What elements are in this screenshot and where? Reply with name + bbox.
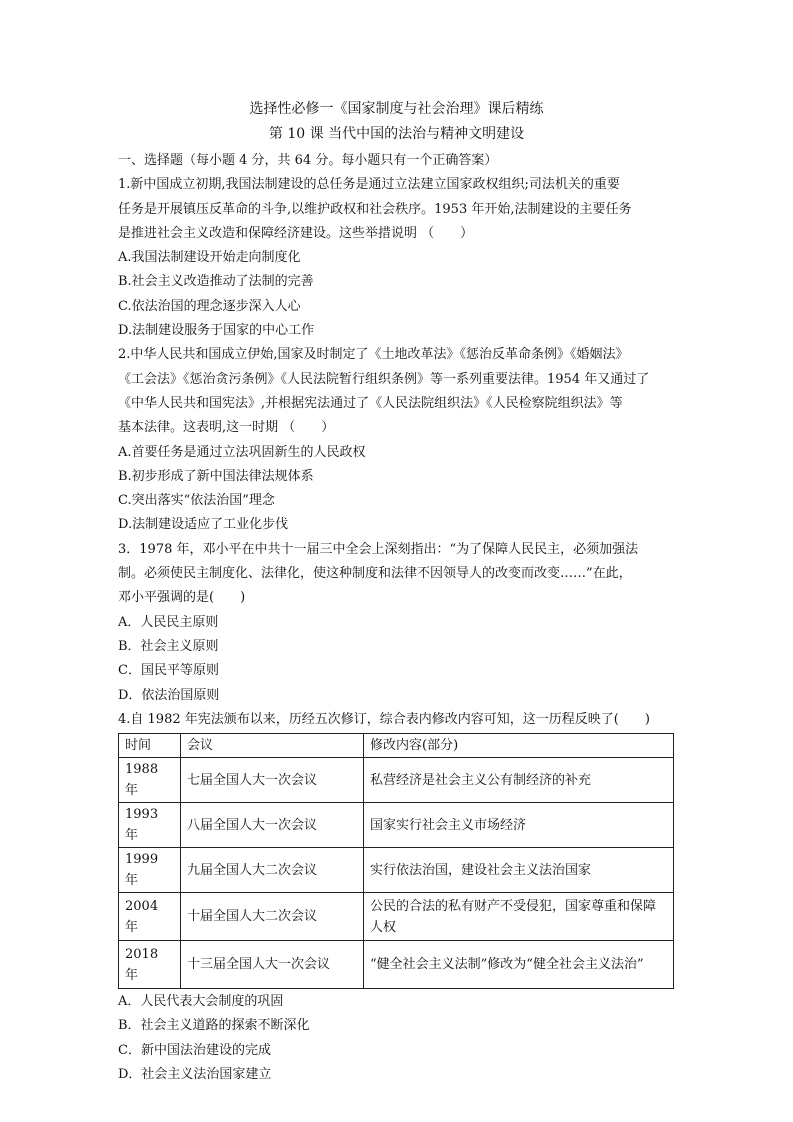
table-row [119, 893, 674, 941]
table-cell-content: 实行依法治国，建设社会主义法治国家 [364, 848, 674, 893]
question-2 [118, 343, 678, 537]
question-text-line: 1.新中国成立初期,我国法制建设的总任务是通过立法建立国家政权组织;司法机关的重要 [118, 177, 620, 193]
question-text-line: 任务是开展镇压反革命的斗争,以维护政权和社会秩序。1953 年开始,法制建设的主要任务 [118, 201, 632, 217]
table-cell-year: 1999 年 [119, 848, 181, 893]
table-row [119, 803, 674, 848]
amendment-table [118, 733, 674, 989]
question-text-line: 《工会法》《惩治贪污条例》《人民法院暂行组织条例》等一系列重要法律。1954 年又通过了 [118, 371, 650, 387]
option-a: A．人民民主原则 [118, 614, 219, 630]
option-d: D．依法治国原则 [118, 687, 220, 703]
lesson-subtitle: 第 10 课 当代中国的法治与精神文明建设 [268, 126, 525, 142]
option-b: B．社会主义道路的探索不断深化 [118, 1018, 310, 1034]
question-text-line: 邓小平强调的是( ) [118, 590, 246, 606]
question-text-line: 基本法律。这表明,这一时期 （ ） [118, 420, 335, 436]
question-text-line: 2.中华人民共和国成立伊始,国家及时制定了《土地改革法》《惩治反革命条例》《婚姻法》 [118, 347, 629, 363]
option-c: C.突出落实“依法治国”理念 [118, 493, 275, 509]
table-cell-year: 2018 年 [119, 941, 181, 989]
table-cell-meeting: 十三届全国人大一次会议 [181, 941, 364, 989]
option-a: A.我国法制建设开始走向制度化 [118, 250, 301, 266]
table-cell-meeting: 九届全国人大二次会议 [181, 848, 364, 893]
option-c: C．国民平等原则 [118, 663, 219, 679]
option-c: C.依法治国的理念逐步深入人心 [118, 298, 301, 314]
option-d: D.法制建设服务于国家的中心工作 [118, 323, 315, 339]
option-a: A．人民代表大会制度的巩固 [118, 994, 284, 1010]
question-3 [118, 538, 678, 708]
option-c: C．新中国法治建设的完成 [118, 1042, 271, 1058]
option-b: B.初步形成了新中国法律法规体系 [118, 468, 314, 484]
document-title: 选择性必修一《国家制度与社会治理》课后精练 [249, 101, 544, 117]
table-cell-year: 1993 年 [119, 803, 181, 848]
question-text-line: 制。必须使民主制度化、法律化，使这种制度和法律不因领导人的改变而改变……”在此， [118, 566, 632, 582]
option-d: D.法制建设适应了工业化步伐 [118, 517, 289, 533]
question-text-line: 3．1978 年，邓小平在中共十一届三中全会上深刻指出：“为了保障人民民主，必须加强法 [118, 541, 639, 557]
table-header-cell: 会议 [181, 734, 364, 758]
table-row [119, 758, 674, 803]
question-content [118, 149, 678, 1087]
table-header-row [119, 734, 674, 758]
table-cell-meeting: 十届全国人大二次会议 [181, 893, 364, 941]
table-header-cell: 修改内容(部分) [364, 734, 674, 758]
table-header-cell: 时间 [119, 734, 181, 758]
option-b: B．社会主义原则 [118, 638, 219, 654]
question-text-line: 《中华人民共和国宪法》,并根据宪法通过了《人民法院组织法》《人民检察院组织法》等 [118, 395, 623, 411]
question-text-line: 是推进社会主义改造和保障经济建设。这些举措说明 （ ） [118, 225, 474, 241]
question-text-line: 4.自 1982 年宪法颁布以来，历经五次修订，综合表内修改内容可知，这一历程反映了( ) [118, 711, 650, 727]
table-cell-content: 公民的合法的私有财产不受侵犯，国家尊重和保障人权 [364, 893, 674, 941]
table-cell-year: 2004 年 [119, 893, 181, 941]
table-cell-meeting: 八届全国人大一次会议 [181, 803, 364, 848]
table-cell-content: 私营经济是社会主义公有制经济的补充 [364, 758, 674, 803]
table-cell-meeting: 七届全国人大一次会议 [181, 758, 364, 803]
option-d: D．社会主义法治国家建立 [118, 1067, 272, 1083]
question-1 [118, 173, 678, 343]
table-row [119, 941, 674, 989]
section-heading: 一、选择题（每小题 4 分，共 64 分。每小题只有一个正确答案） [118, 153, 498, 168]
question-4 [118, 708, 678, 1087]
table-row [119, 848, 674, 893]
option-a: A.首要任务是通过立法巩固新生的人民政权 [118, 444, 366, 460]
option-b: B.社会主义改造推动了法制的完善 [118, 274, 314, 290]
table-cell-content: “健全社会主义法制”修改为“健全社会主义法治” [364, 941, 674, 989]
table-cell-content: 国家实行社会主义市场经济 [364, 803, 674, 848]
table-cell-year: 1988 年 [119, 758, 181, 803]
